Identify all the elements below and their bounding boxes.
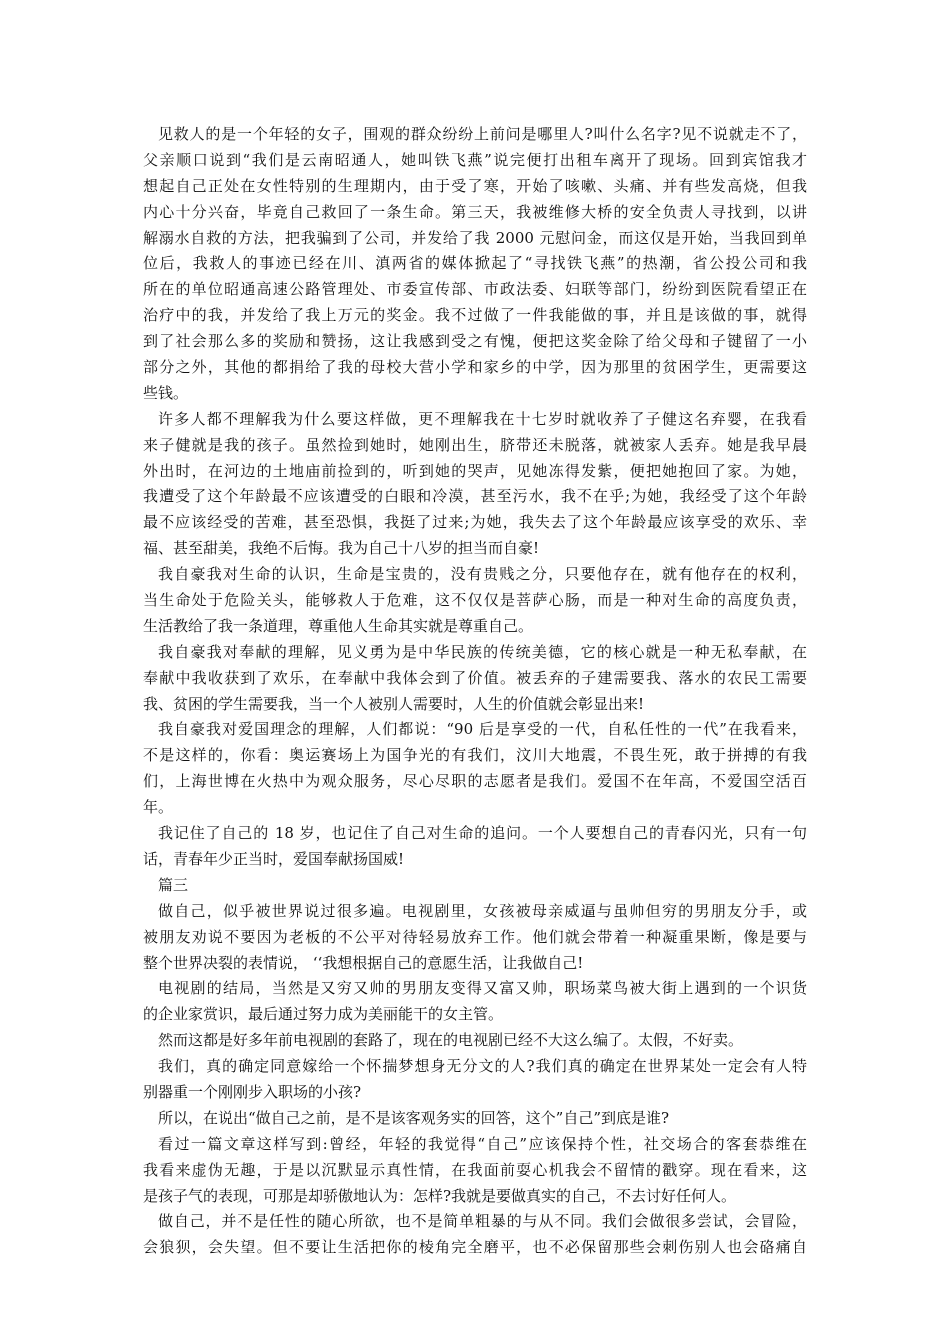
text-line: 生活教给了我一条道理，尊重他人生命其实就是尊重自己。 (143, 616, 534, 635)
text-line: 做自己，似乎被世界说过很多遍。电视剧里，女孩被母亲威逼与虽帅但穷的男朋友分手，或 (158, 901, 807, 920)
text-line: 想起自己正处在女性特别的生理期内，由于受了寒，开始了咳嗽、头痛、并有些发高烧，但我 (143, 176, 807, 195)
text-line: 我遭受了这个年龄最不应该遭受的白眼和冷漠，甚至污水，我不在乎;为她，我经受了这个年龄 (143, 487, 807, 506)
text-line: 最不应该经受的苦难，甚至恐惧，我挺了过来;为她，我失去了这个年龄最应该享受的欢乐、幸 (143, 513, 807, 532)
text-line: 我、贫困的学生需要我，当一个人被别人需要时，人生的价值就会彰显出来! (143, 694, 645, 713)
text-line: 别器重一个刚刚步入职场的小孩? (143, 1082, 362, 1101)
text-line: 会狼狈，会失望。但不要让生活把你的棱角完全磨平，也不必保留那些会刺伤别人也会硌痛自 (143, 1238, 807, 1257)
text-line: 然而这都是好多年前电视剧的套路了，现在的电视剧已经不大这么编了。太假，不好卖。 (158, 1031, 744, 1050)
text-line: 电视剧的结局，当然是又穷又帅的男朋友变得又富又帅，职场菜鸟被大街上遇到的一个识货 (158, 979, 807, 998)
text-line: 解溺水自救的方法，把我骗到了公司，并发给了我 2000 元慰问金，而这仅是开始，当我回到单 (143, 228, 807, 247)
text-line: 我自豪我对生命的认识，生命是宝贵的，没有贵贱之分，只要他存在，就有他存在的权利， (158, 565, 807, 584)
text-line: 些钱。 (143, 383, 189, 402)
text-line: 部分之外，其他的都捐给了我的母校大营小学和家乡的中学，因为那里的贫困学生，更需要这 (143, 358, 807, 377)
text-line: 内心十分兴奋，毕竟自己救回了一条生命。第三天，我被维修大桥的安全负责人寻找到，以讲 (143, 202, 807, 221)
text-line: 年。 (143, 798, 174, 817)
text-line: 我们，真的确定同意嫁给一个怀揣梦想身无分文的人?我们真的确定在世界某处一定会有人特 (158, 1057, 807, 1076)
text-line: 不是这样的，你看：奥运赛场上为国争光的有我们，汶川大地震，不畏生死，敢于拼搏的有我 (143, 746, 807, 765)
text-line: 位后，我救人的事迹已经在川、滇两省的媒体掀起了“寻找铁飞燕”的热潮，省公投公司和我 (143, 254, 807, 273)
text-line: 见救人的是一个年轻的女子，围观的群众纷纷上前问是哪里人?叫什么名字?见不说就走不了， (158, 125, 807, 143)
text-line: 我记住了自己的 18 岁，也记住了自己对生命的追问。一个人要想自己的青春闪光，只有一句 (158, 824, 807, 843)
text-line: 的企业家赏识，最后通过努力成为美丽能干的女主管。 (143, 1005, 504, 1024)
text-line: 看过一篇文章这样写到:曾经，年轻的我觉得“自己”应该保持个性，社交场合的客套恭维在 (158, 1134, 807, 1153)
text-line: 福、甚至甜美，我绝不后悔。我为自己十八岁的担当而自豪! (143, 539, 540, 558)
text-line: 外出时，在河边的土地庙前捡到的，听到她的哭声，见她冻得发紫，便把她抱回了家。为她， (143, 461, 807, 480)
text-line: 篇三 (158, 875, 189, 894)
text-line: 是孩子气的表现，可那是却骄傲地认为：怎样?我就是要做真实的自己，不去讨好任何人。 (143, 1186, 737, 1205)
text-line: 奉献中我收获到了欢乐，在奉献中我体会到了价值。被丢弃的子建需要我、落水的农民工需要 (143, 668, 807, 687)
text-line: 治疗中的我，并发给了我上万元的奖金。我不过做了一件我能做的事，并且是该做的事，就得 (143, 306, 807, 325)
text-line: 们，上海世博在火热中为观众服务，尽心尽职的志愿者是我们。爱国不在年高，不爱国空活百 (143, 772, 807, 791)
text-line: 整个世界决裂的表情说， ‘‘我想根据自己的意愿生活，让我做自己! (143, 953, 584, 972)
text-line: 来子健就是我的孩子。虽然捡到她时，她刚出生，脐带还未脱落，就被家人丢弃。她是我早晨 (143, 435, 807, 454)
text-line: 我自豪我对奉献的理解，见义勇为是中华民族的传统美德，它的核心就是一种无私奉献，在 (158, 642, 807, 661)
text-line: 所以，在说出“做自己之前，是不是该客观务实的回答，这个”自己”到底是谁? (158, 1108, 670, 1127)
text-line: 做自己，并不是任性的随心所欲，也不是简单粗暴的与从不同。我们会做很多尝试，会冒险， (158, 1212, 807, 1231)
text-line: 我看来虚伪无趣，于是以沉默显示真性情，在我面前耍心机我会不留情的戳穿。现在看来，这 (143, 1160, 807, 1179)
text-line: 到了社会那么多的奖励和赞扬，这让我感到受之有愧，便把这奖金除了给父母和子键留了一小 (143, 332, 807, 351)
text-line: 被朋友劝说不要因为老板的不公平对待轻易放弃工作。他们就会带着一种凝重果断，像是要与 (143, 927, 807, 946)
text-line: 父亲顺口说到“我们是云南昭通人，她叫铁飞燕”说完便打出租车离开了现场。回到宾馆我才 (143, 150, 807, 169)
text-line: 许多人都不理解我为什么要这样做，更不理解我在十七岁时就收养了子健这名弃婴，在我看 (158, 409, 807, 428)
text-line: 当生命处于危险关头，能够救人于危难，这不仅仅是菩萨心肠，而是一种对生命的高度负责， (143, 591, 807, 610)
text-line: 我自豪我对爱国理念的理解，人们都说：“90 后是享受的一代，自私任性的一代”在我看来， (158, 720, 807, 739)
text-line: 所在的单位昭通高速公路管理处、市委宣传部、市政法委、妇联等部门，纷纷到医院看望正在 (143, 280, 807, 299)
text-line: 话，青春年少正当时，爱国奉献扬国威! (143, 849, 405, 868)
document-body (143, 122, 807, 1261)
